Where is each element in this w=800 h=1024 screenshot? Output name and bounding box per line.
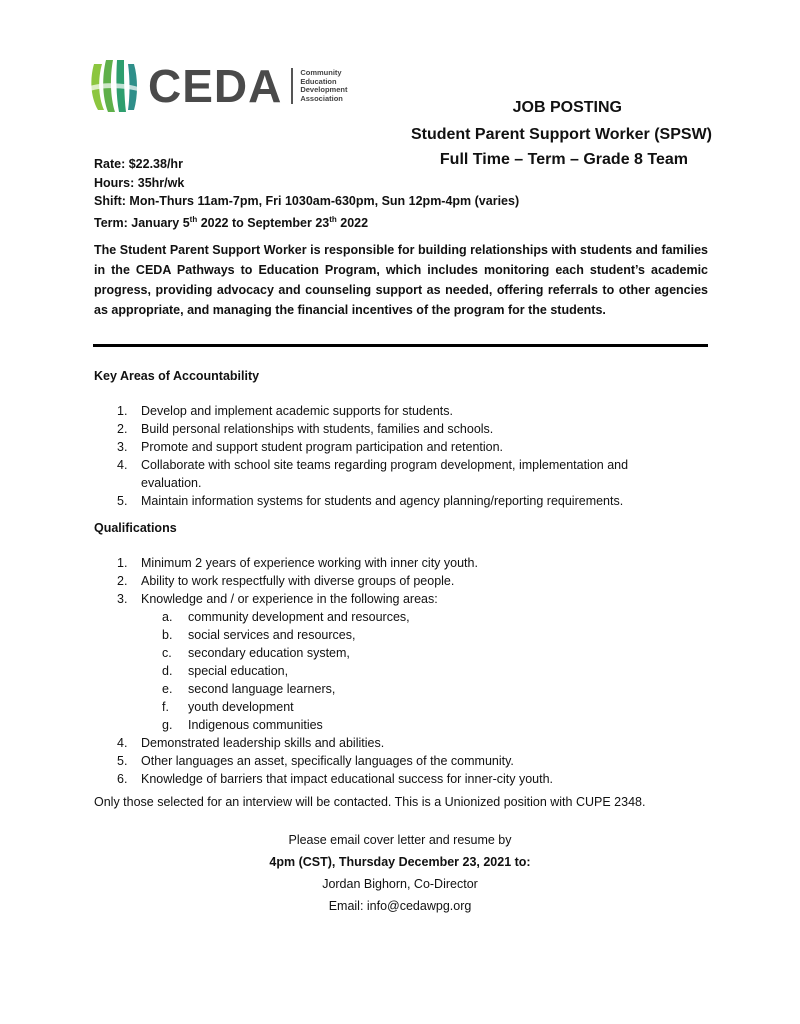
sublist-text: secondary education system,: [188, 646, 350, 660]
term-prefix: Term: January 5: [94, 215, 190, 230]
list-item: [117, 456, 687, 492]
sublist-letter: a.: [162, 610, 173, 624]
list-item: [117, 554, 687, 572]
sublist-letter: d.: [162, 664, 173, 678]
list-text: Collaborate with school site teams regarding program development, implementation and evaluation.: [141, 458, 629, 490]
sublist-text: Indigenous communities: [188, 718, 323, 732]
sublist-item: [117, 626, 687, 644]
list-item: [117, 402, 687, 420]
list-number: 1.: [117, 556, 128, 570]
sublist-item: [117, 644, 687, 662]
sublist-text: social services and resources,: [188, 628, 356, 642]
sublist-item: [117, 608, 687, 626]
qualifications-heading: Qualifications: [94, 521, 177, 535]
list-item: [117, 572, 687, 590]
interview-note: Only those selected for an interview will be contacted. This is a Unionized position with CUPE 2348.: [94, 795, 646, 809]
sublist-text: second language learners,: [188, 682, 336, 696]
sublist-letter: c.: [162, 646, 172, 660]
list-number: 1.: [117, 404, 128, 418]
logo-subtitle-line: Development: [300, 85, 348, 94]
logo-subtitle-line: Community: [300, 68, 342, 77]
list-text: Knowledge and / or experience in the following areas:: [141, 592, 438, 606]
contact-name: Jordan Bighorn, Co-Director: [322, 877, 478, 891]
section-divider: [93, 344, 708, 347]
term-suffix: 2022: [336, 215, 369, 230]
logo-subtitle-line: Association: [300, 93, 343, 103]
rate-line: Rate: $22.38/hr: [94, 157, 183, 171]
logo-subtitle-line: Education: [300, 76, 337, 86]
job-summary: The Student Parent Support Worker is responsible for building relationships with students and families in the CEDA Pathways to Education Program, which includes monitoring each student’s academic progress, providing advocacy and counseling support as needed, offering referrals to other agencies as appropriate, and managing the financial incentives of the program for the students.: [94, 243, 708, 317]
list-number: 2.: [117, 574, 128, 588]
sublist-letter: e.: [162, 682, 173, 696]
list-number: 2.: [117, 422, 128, 436]
list-text: Develop and implement academic supports for students.: [141, 404, 453, 418]
sublist-item: [117, 662, 687, 680]
term-line: [94, 211, 519, 233]
term-mid: 2022 to September 23: [197, 215, 330, 230]
list-item: [117, 590, 687, 608]
sublist-item: [117, 698, 687, 716]
qualifications-list: [117, 554, 687, 788]
list-text: Ability to work respectfully with diverse groups of people.: [141, 574, 455, 588]
sublist-text: community development and resources,: [188, 610, 410, 624]
term-sup: th: [329, 214, 337, 224]
job-type: Full Time – Term – Grade 8 Team: [439, 151, 688, 168]
list-text: Maintain information systems for students and agency planning/reporting requirements.: [141, 494, 624, 508]
list-item: [117, 734, 687, 752]
logo-wordmark: CEDA: [148, 60, 283, 112]
list-number: 3.: [117, 592, 128, 606]
term-sup: th: [189, 214, 198, 224]
list-item: [117, 438, 687, 456]
list-item: [117, 420, 687, 438]
list-number: 3.: [117, 440, 128, 454]
apply-line: Please email cover letter and resume by: [288, 833, 512, 847]
list-text: Promote and support student program participation and retention.: [141, 440, 504, 454]
accountability-list: [117, 402, 687, 510]
job-info: [94, 155, 519, 232]
hours-line: Hours: 35hr/wk: [94, 175, 185, 190]
job-posting-heading: JOB POSTING: [512, 99, 622, 116]
deadline-line: 4pm (CST), Thursday December 23, 2021 to:: [269, 855, 531, 869]
shift-line: Shift: Mon-Thurs 11am-7pm, Fri 1030am-630pm, Sun 12pm-4pm (varies): [94, 194, 520, 208]
sublist-letter: g.: [162, 718, 173, 732]
ceda-logo: [88, 56, 347, 116]
contact-email: Email: info@cedawpg.org: [328, 899, 472, 913]
sublist-item: [117, 680, 687, 698]
sublist-text: special education,: [188, 664, 289, 678]
job-title: Student Parent Support Worker (SPSW): [410, 126, 712, 143]
sublist-item: [117, 716, 687, 734]
list-number: 5.: [117, 754, 128, 768]
list-text: Other languages an asset, specifically languages of the community.: [141, 754, 514, 768]
sublist-letter: b.: [162, 628, 173, 642]
logo-subtitle: [300, 69, 347, 103]
list-text: Demonstrated leadership skills and abilities.: [141, 736, 385, 750]
list-number: 4.: [117, 458, 128, 472]
list-text: Minimum 2 years of experience working with inner city youth.: [141, 556, 478, 570]
ceda-leaf-icon: [88, 56, 144, 116]
application-instructions: [0, 829, 800, 917]
sublist-letter: f.: [162, 700, 169, 714]
list-item: [117, 770, 687, 788]
logo-divider: [291, 68, 293, 104]
list-item: [117, 752, 687, 770]
list-text: Knowledge of barriers that impact educational success for inner-city youth.: [141, 772, 554, 786]
list-number: 6.: [117, 772, 128, 786]
knowledge-areas-list: [117, 608, 687, 734]
list-number: 5.: [117, 494, 128, 508]
list-text: Build personal relationships with students, families and schools.: [141, 422, 494, 436]
list-item: [117, 492, 687, 510]
sublist-text: youth development: [188, 700, 294, 714]
list-number: 4.: [117, 736, 128, 750]
sublist-container: [117, 608, 687, 734]
accountability-heading: Key Areas of Accountability: [94, 369, 260, 383]
